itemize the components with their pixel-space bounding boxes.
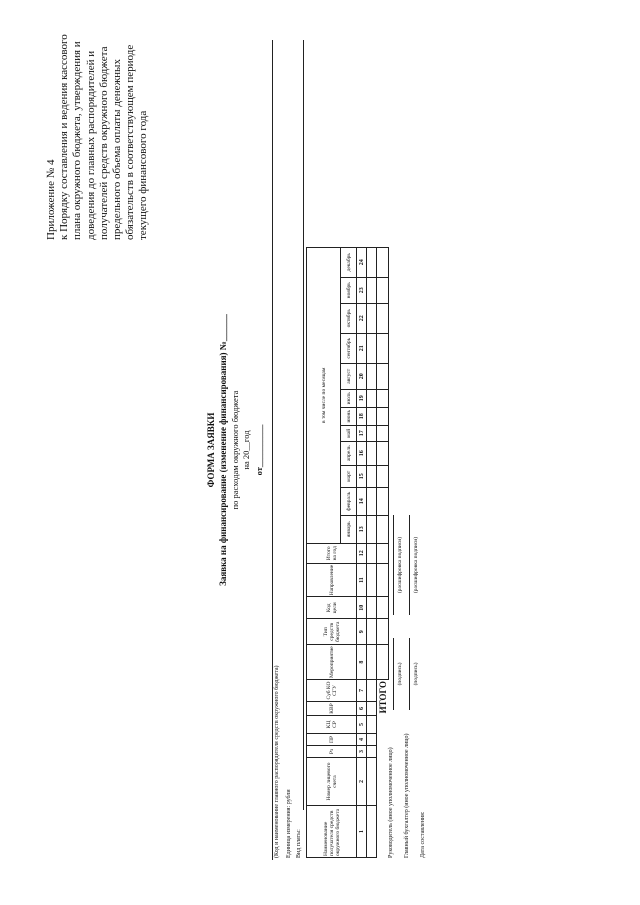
appendix-line: Приложение № 4 <box>45 159 57 240</box>
total-label: ИТОГО <box>377 681 388 714</box>
request-title: Заявка на финансирование (изменение финансирования) №______ <box>218 314 228 586</box>
appendix-line: предельного объема оплаты денежных <box>111 59 124 240</box>
column-header: Наименование получателя средств окружного бюджета <box>307 806 357 858</box>
column-number: 8 <box>357 645 367 680</box>
column-number: 1 <box>357 806 367 858</box>
accountant-decoding-line[interactable] <box>409 515 410 615</box>
empty-cell[interactable] <box>367 543 377 563</box>
empty-cell[interactable] <box>367 303 377 333</box>
column-header: Суб КО СГУ <box>307 680 357 702</box>
column-number: 4 <box>357 734 367 746</box>
decoding-caption: (расшифровка подписи) <box>413 536 419 594</box>
column-number: 12 <box>357 543 367 563</box>
table-row <box>367 247 377 857</box>
unit-label: Единица измерения: рубли <box>286 789 292 858</box>
signature-caption: (подпись) <box>397 662 403 686</box>
empty-cell[interactable] <box>367 758 377 806</box>
form-title: ФОРМА ЗАЯВКИ <box>206 412 216 488</box>
appendix-line: обязательств в соответствующем периоде <box>124 44 137 240</box>
column-number: 24 <box>357 247 367 277</box>
empty-cell[interactable] <box>367 441 377 465</box>
appendix-line: к Порядку составления и ведения кассового <box>58 34 71 240</box>
column-header: Рз <box>307 746 357 758</box>
total-cell[interactable] <box>377 407 389 425</box>
empty-cell[interactable] <box>367 465 377 487</box>
column-number: 3 <box>357 746 367 758</box>
appendix-note <box>45 34 151 240</box>
from-line: от__________ <box>254 424 264 476</box>
accountant-signature-line[interactable] <box>409 638 410 710</box>
month-header: октябрь <box>341 303 357 333</box>
empty-cell[interactable] <box>367 680 377 702</box>
column-header: Мероприятие <box>307 645 357 680</box>
empty-cell[interactable] <box>367 716 377 734</box>
month-header: май <box>341 425 357 441</box>
empty-cell[interactable] <box>367 645 377 680</box>
total-cell[interactable] <box>377 247 389 277</box>
appendix-line: текущего финансового года <box>137 110 150 240</box>
column-number: 9 <box>357 619 367 645</box>
empty-cell[interactable] <box>367 746 377 758</box>
financing-table <box>306 247 389 858</box>
column-number: 10 <box>357 597 367 619</box>
total-cell[interactable] <box>377 487 389 515</box>
column-header: Тип средств бюджета <box>307 619 357 645</box>
column-header: Итого на год <box>307 543 357 563</box>
column-number: 18 <box>357 407 367 425</box>
month-header: апрель <box>341 441 357 465</box>
empty-cell[interactable] <box>367 407 377 425</box>
column-number: 5 <box>357 716 367 734</box>
code-rule <box>272 40 273 860</box>
total-cell[interactable] <box>377 563 389 597</box>
total-cell[interactable] <box>377 543 389 563</box>
month-header: июнь <box>341 407 357 425</box>
column-header: Направление <box>307 563 357 597</box>
column-number: 23 <box>357 277 367 303</box>
column-number: 22 <box>357 303 367 333</box>
column-number: 17 <box>357 425 367 441</box>
empty-cell[interactable] <box>367 702 377 716</box>
payment-type-label: Вид платы: <box>296 829 302 858</box>
total-cell[interactable] <box>377 619 389 645</box>
column-number: 19 <box>357 389 367 407</box>
column-number: 2 <box>357 758 367 806</box>
month-header: январь <box>341 515 357 543</box>
column-number: 14 <box>357 487 367 515</box>
month-header: февраль <box>341 487 357 515</box>
empty-cell[interactable] <box>367 515 377 543</box>
total-cell[interactable] <box>377 333 389 363</box>
empty-cell[interactable] <box>367 734 377 746</box>
budget-line: по расходам окружного бюджета <box>230 390 240 510</box>
total-cell[interactable] <box>377 303 389 333</box>
empty-cell[interactable] <box>367 619 377 645</box>
column-header: Номер лицевого счета <box>307 758 357 806</box>
month-header: июль <box>341 389 357 407</box>
month-header: август <box>341 363 357 389</box>
empty-cell[interactable] <box>367 563 377 597</box>
empty-cell[interactable] <box>367 333 377 363</box>
table-header-row <box>307 247 341 857</box>
column-number: 13 <box>357 515 367 543</box>
total-cell[interactable] <box>377 465 389 487</box>
column-number: 6 <box>357 702 367 716</box>
column-header: ПР <box>307 734 357 746</box>
column-number: 20 <box>357 363 367 389</box>
head-signature-line[interactable] <box>393 638 394 710</box>
column-number: 11 <box>357 563 367 597</box>
head-decoding-line[interactable] <box>393 515 394 615</box>
column-number: 7 <box>357 680 367 702</box>
column-header: КВР <box>307 702 357 716</box>
appendix-line: плана окружного бюджета, утверждения и <box>71 41 84 240</box>
empty-cell[interactable] <box>367 425 377 441</box>
date-label: Дата составления: <box>420 811 426 858</box>
total-cell[interactable] <box>377 441 389 465</box>
month-header: сентябрь <box>341 333 357 363</box>
empty-cell[interactable] <box>367 806 377 858</box>
month-group-header: в том числе по месяцам <box>307 247 341 543</box>
empty-cell[interactable] <box>367 363 377 389</box>
column-number-row <box>357 247 367 857</box>
total-cell[interactable] <box>377 363 389 389</box>
month-header: ноябрь <box>341 277 357 303</box>
total-cell[interactable] <box>377 389 389 407</box>
column-header: КЦ СР <box>307 716 357 734</box>
payment-type-rule <box>303 40 304 810</box>
year-line: на 20__год <box>241 430 251 470</box>
total-row <box>377 247 389 857</box>
month-header: март <box>341 465 357 487</box>
month-header: декабрь <box>341 247 357 277</box>
column-header: Код цели <box>307 597 357 619</box>
empty-cell[interactable] <box>367 597 377 619</box>
head-label: Руководитель (иное уполномоченное лицо) <box>388 747 394 858</box>
empty-cell[interactable] <box>367 277 377 303</box>
column-number: 21 <box>357 333 367 363</box>
decoding-caption: (расшифровка подписи) <box>397 536 403 594</box>
empty-cell[interactable] <box>367 389 377 407</box>
column-number: 16 <box>357 441 367 465</box>
empty-cell[interactable] <box>367 247 377 277</box>
total-cell[interactable] <box>377 515 389 543</box>
code-label: (Код и наименование главного распорядителя средств окружного бюджета) <box>274 665 280 858</box>
accountant-label: Главный бухгалтер (иное уполномоченное лицо) <box>404 733 410 858</box>
total-cell[interactable] <box>377 425 389 441</box>
appendix-line: доведения до главных распорядителей и <box>84 50 97 240</box>
landscape-form-sheet <box>40 34 430 860</box>
appendix-line: получателей средств окружного бюджета <box>97 46 110 240</box>
total-cell[interactable] <box>377 597 389 619</box>
column-number: 15 <box>357 465 367 487</box>
signature-caption: (подпись) <box>413 662 419 686</box>
total-cell[interactable] <box>377 277 389 303</box>
empty-cell[interactable] <box>367 487 377 515</box>
total-cell[interactable] <box>377 645 389 680</box>
